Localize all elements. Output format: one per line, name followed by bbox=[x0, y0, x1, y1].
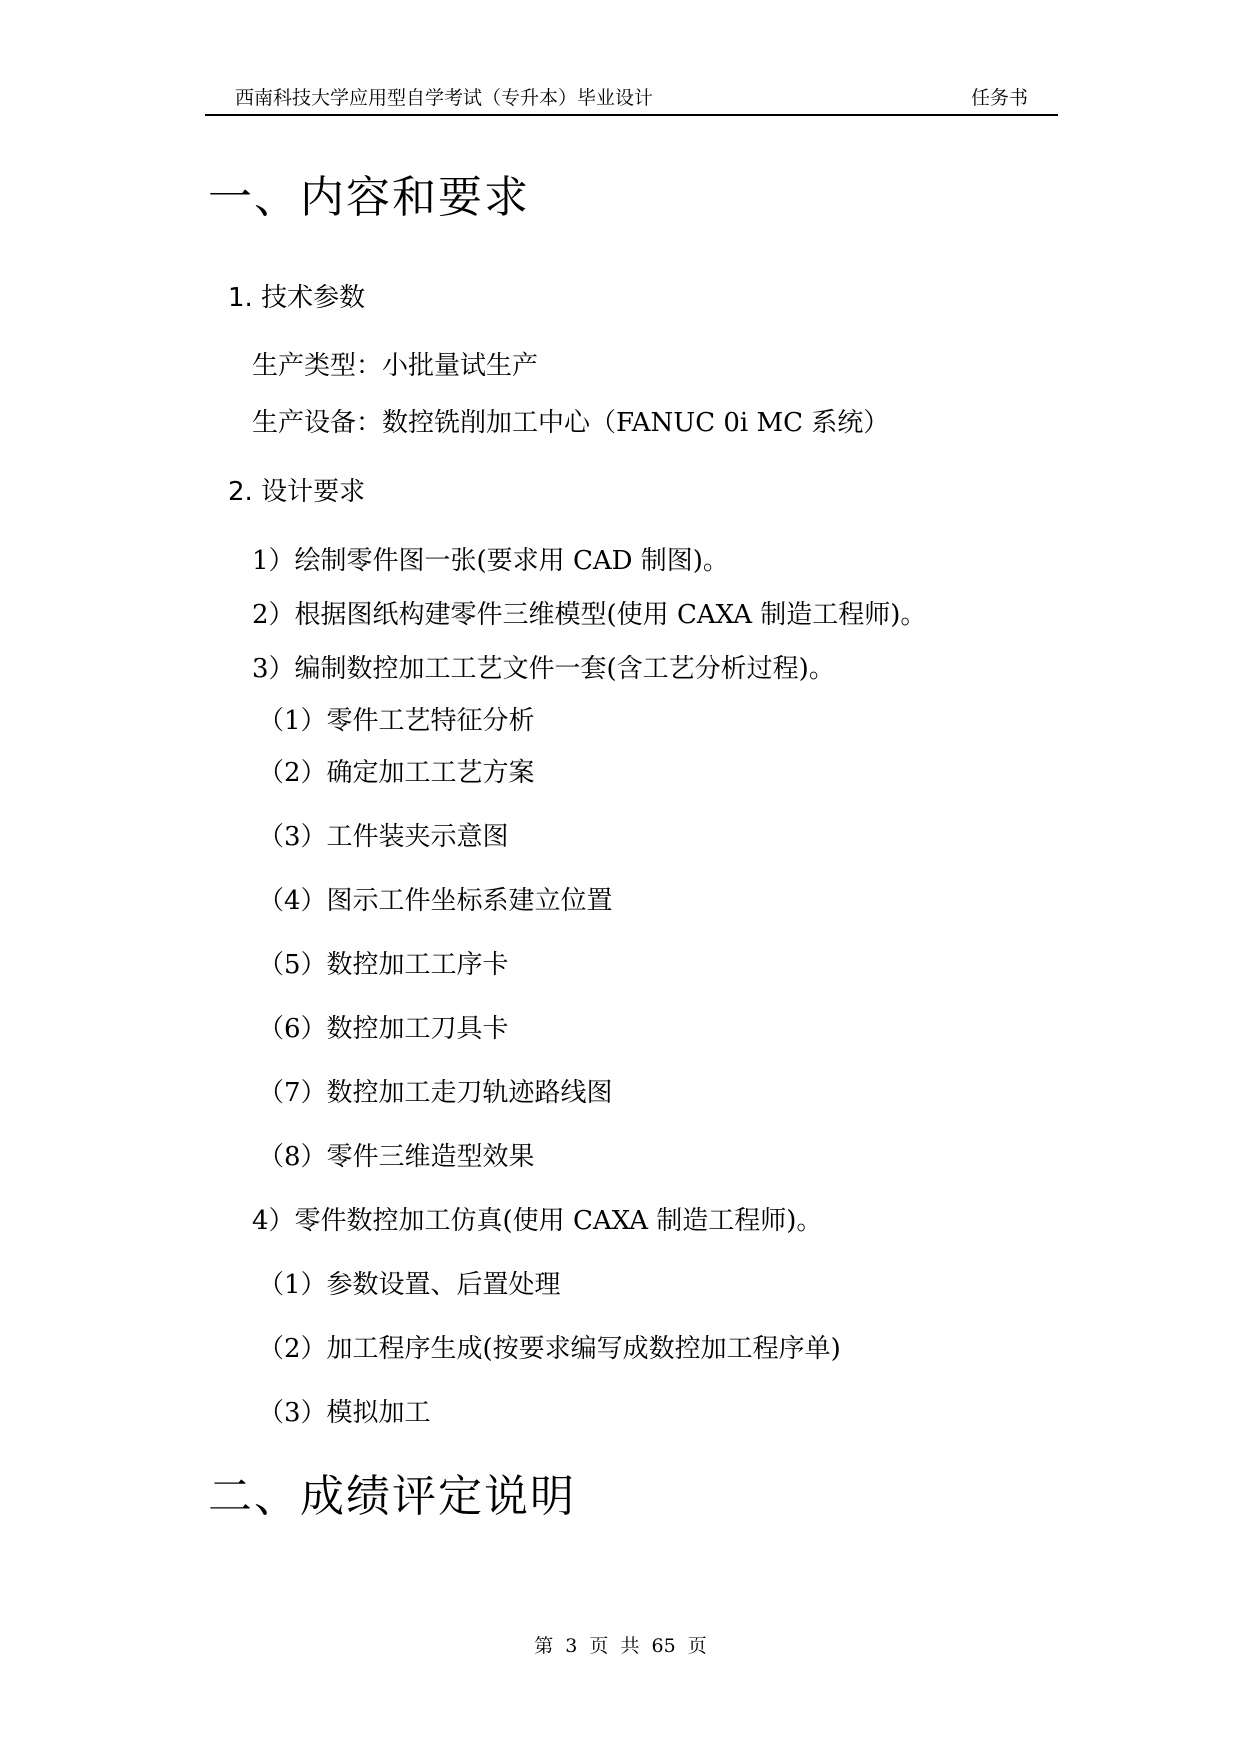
requirement-subitem: （4）图示工件坐标系建立位置 bbox=[258, 886, 613, 916]
requirement-subitem: （5）数控加工工序卡 bbox=[258, 950, 509, 980]
requirement-subitem: （8）零件三维造型效果 bbox=[258, 1142, 535, 1172]
section-title-grading-notes: 二、成绩评定说明 bbox=[208, 1471, 576, 1522]
section-title-content-requirements: 一、内容和要求 bbox=[208, 172, 530, 223]
requirement-subitem: （6）数控加工刀具卡 bbox=[258, 1014, 509, 1044]
requirement-subitem: （1）参数设置、后置处理 bbox=[258, 1270, 561, 1300]
subsection-title-design-reqs: 2. 设计要求 bbox=[228, 477, 366, 507]
header-document-title: 西南科技大学应用型自学考试（专升本）毕业设计 bbox=[235, 87, 654, 109]
subsection-title-tech-params: 1. 技术参数 bbox=[228, 283, 366, 313]
header-section-label: 任务书 bbox=[970, 87, 1028, 109]
requirement-subitem: （1）零件工艺特征分析 bbox=[258, 706, 535, 736]
page-number: 第 3 页 共 65 页 bbox=[534, 1635, 707, 1657]
requirement-subitem: （7）数控加工走刀轨迹路线图 bbox=[258, 1078, 613, 1108]
requirement-item: 2）根据图纸构建零件三维模型(使用 CAXA 制造工程师)。 bbox=[252, 600, 927, 630]
tech-param-line: 生产类型：小批量试生产 bbox=[252, 351, 539, 381]
requirement-subitem: （2）加工程序生成(按要求编写成数控加工程序单) bbox=[258, 1334, 841, 1364]
tech-param-line: 生产设备：数控铣削加工中心（FANUC 0i MC 系统） bbox=[252, 408, 890, 438]
requirement-subitem: （3）模拟加工 bbox=[258, 1398, 431, 1428]
requirement-subitem: （2）确定加工工艺方案 bbox=[258, 758, 535, 788]
page-header bbox=[205, 82, 1058, 116]
requirement-item: 3）编制数控加工工艺文件一套(含工艺分析过程)。 bbox=[252, 654, 835, 684]
requirement-subitem: （3）工件装夹示意图 bbox=[258, 822, 509, 852]
requirement-item: 4）零件数控加工仿真(使用 CAXA 制造工程师)。 bbox=[252, 1206, 823, 1236]
requirement-item: 1）绘制零件图一张(要求用 CAD 制图)。 bbox=[252, 546, 729, 576]
